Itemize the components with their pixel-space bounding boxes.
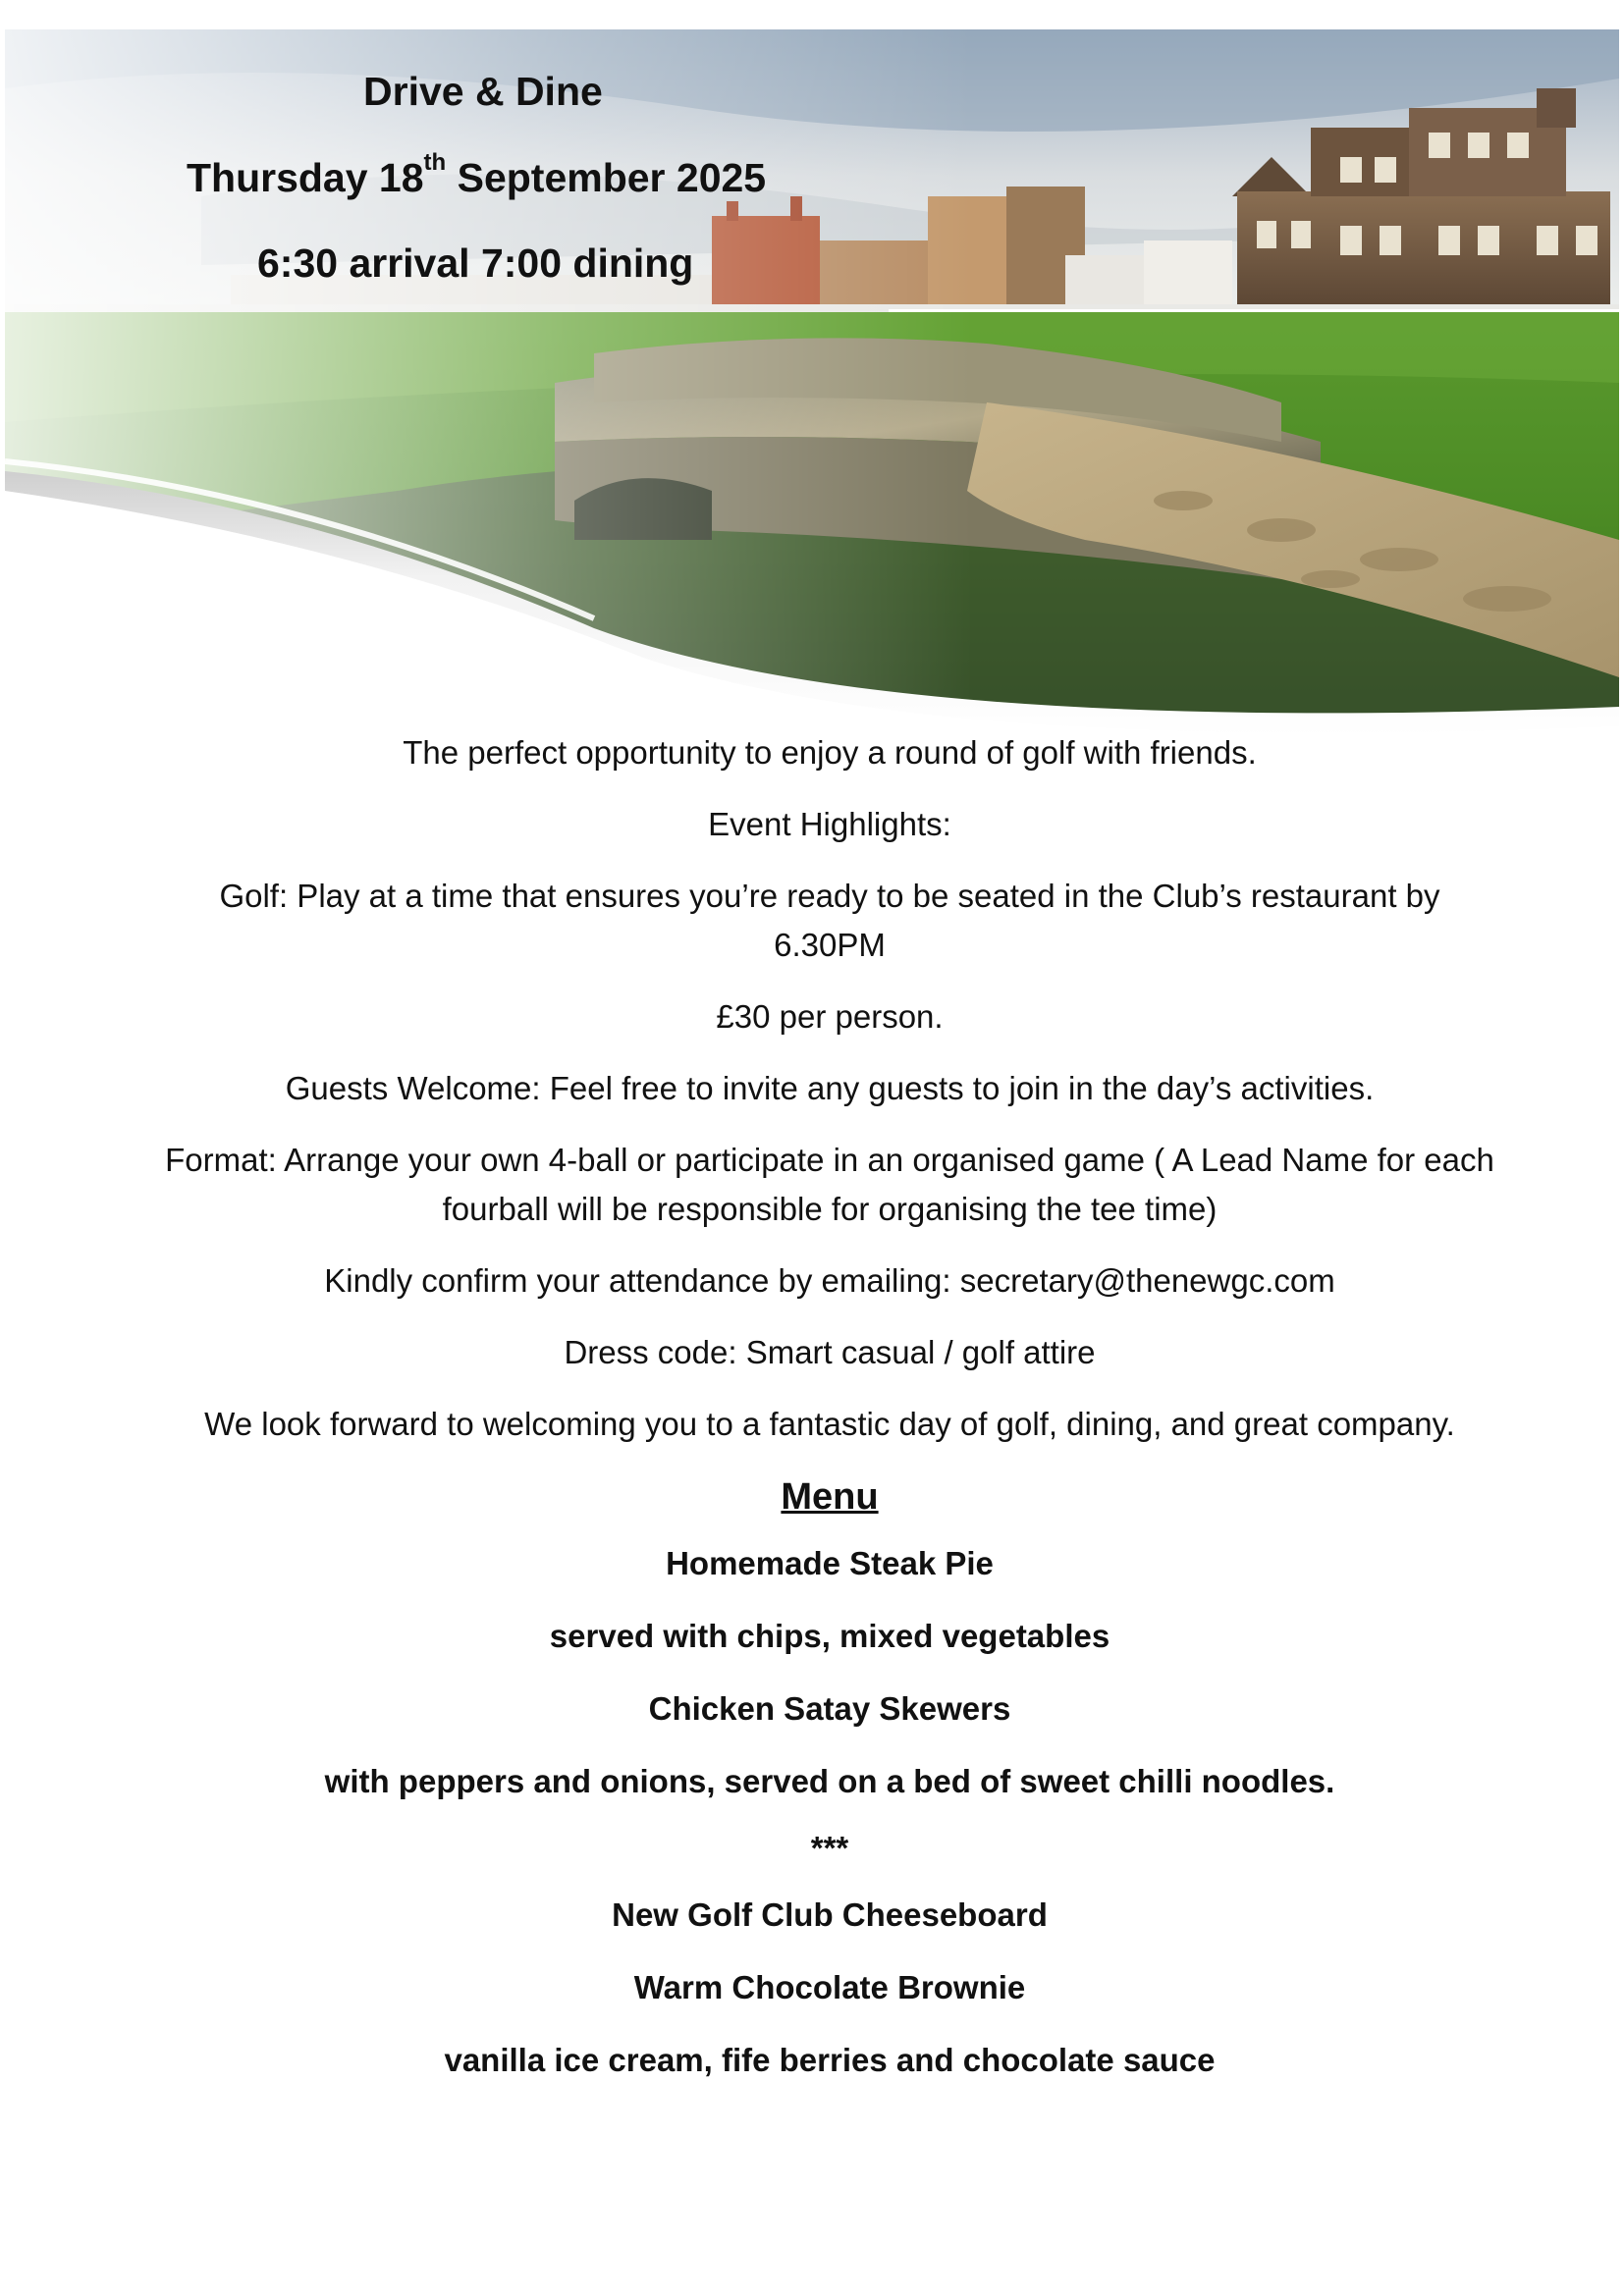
event-details — [157, 728, 1502, 2109]
event-date-day: Thursday 18 — [187, 155, 424, 200]
confirm-attendance-text: Kindly confirm your attendance by emailing: secretary@thenewgc.com — [324, 1262, 1335, 1299]
format-highlight: Format: Arrange your own 4-ball or participate in an organised game ( A Lead Name for each fourball will be responsible for organising the tee time) — [165, 1142, 1494, 1227]
event-date-month-year: September 2025 — [446, 155, 767, 200]
menu-item: with peppers and onions, served on a bed of sweet chilli noodles. — [324, 1763, 1335, 1799]
event-time: 6:30 arrival 7:00 dining — [257, 240, 694, 286]
guests-highlight: Guests Welcome: Feel free to invite any guests to join in the day’s activities. — [285, 1070, 1375, 1106]
menu-item: Chicken Satay Skewers — [648, 1690, 1011, 1727]
menu-item: New Golf Club Cheeseboard — [612, 1896, 1048, 1933]
dress-code-text: Dress code: Smart casual / golf attire — [564, 1334, 1096, 1370]
intro-text: The perfect opportunity to enjoy a round of golf with friends. — [403, 734, 1257, 771]
menu-item: Homemade Steak Pie — [666, 1545, 994, 1581]
menu-item: Warm Chocolate Brownie — [633, 1969, 1026, 2005]
golf-course-banner-image — [5, 29, 1619, 736]
price-text: £30 per person. — [716, 998, 944, 1035]
closing-text: We look forward to welcoming you to a fantastic day of golf, dining, and great company. — [204, 1406, 1455, 1442]
event-date — [187, 149, 767, 201]
event-title: Drive & Dine — [363, 69, 603, 114]
menu-item: vanilla ice cream, fife berries and chocolate sauce — [444, 2042, 1216, 2078]
event-date-ordinal: th — [423, 149, 447, 176]
menu-heading: Menu — [781, 1476, 879, 1518]
golf-highlight: Golf: Play at a time that ensures you’re ready to be seated in the Club’s restaurant by 6.30PM — [219, 878, 1440, 963]
highlights-heading: Event Highlights: — [708, 806, 951, 842]
menu-separator: *** — [810, 1830, 849, 1866]
menu-list — [157, 1539, 1502, 2085]
menu-item: served with chips, mixed vegetables — [549, 1618, 1110, 1654]
